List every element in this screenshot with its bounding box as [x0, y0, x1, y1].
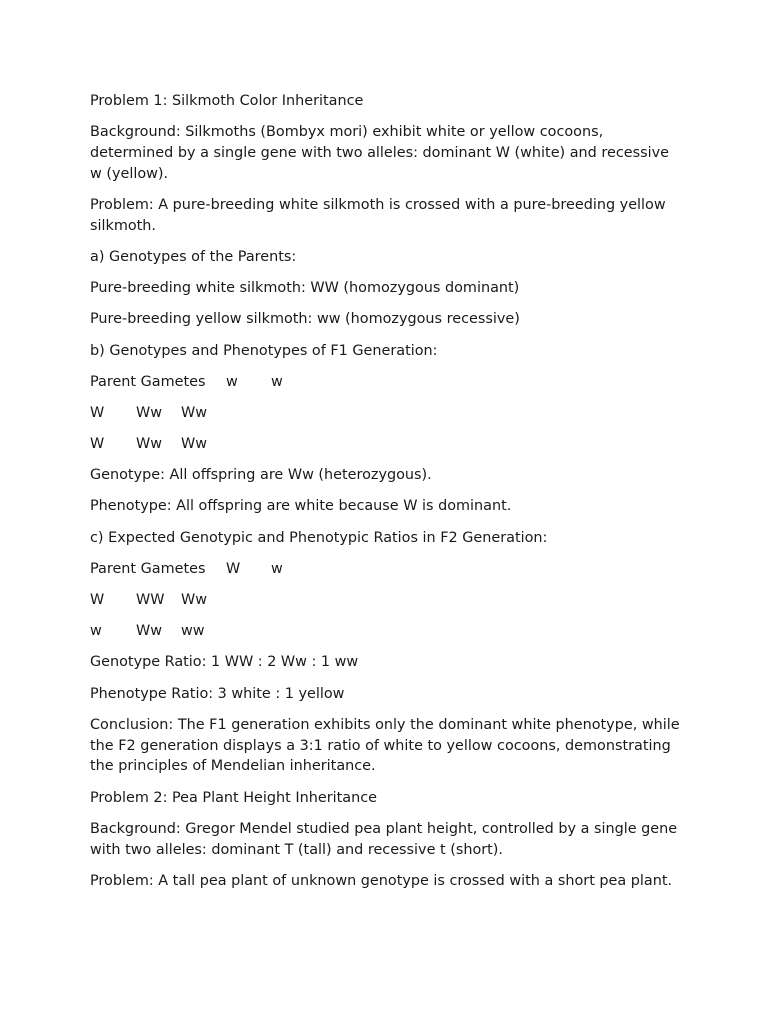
parent-white-genotype: Pure-breeding white silkmoth: WW (homozygous dominant): [90, 280, 520, 297]
punnett-row-gamete: w: [90, 623, 102, 640]
punnett-cell: Ww: [181, 436, 207, 453]
f1-phenotype: Phenotype: All offspring are white because W is dominant.: [90, 498, 512, 515]
problem-1-background: Background: Silkmoths (Bombyx mori) exhibit white or yellow cocoons, determined by a single gene with two alleles: dominant W (white) and recessive w (yellow).: [90, 124, 669, 182]
punnett-header-gamete: w: [271, 560, 283, 577]
punnett-cell: Ww: [181, 592, 207, 609]
punnett-row-gamete: W: [90, 404, 105, 421]
problem-1-title: Problem 1: Silkmoth Color Inheritance: [90, 93, 364, 109]
problem-1-statement: Problem: A pure-breeding white silkmoth is crossed with a pure-breeding yellow silkmoth.: [90, 196, 666, 234]
punnett-header-gamete: w: [271, 373, 283, 390]
document-page: [90, 91, 680, 902]
f1-genotype: Genotype: All offspring are Ww (heterozygous).: [90, 467, 432, 484]
conclusion: Conclusion: The F1 generation exhibits only the dominant white phenotype, while the F2 generation displays a 3:1 ratio of white to yellow cocoons, demonstrating the principles of Mendelian inheritance.: [90, 716, 680, 775]
punnett-row-gamete: W: [90, 436, 105, 453]
problem-2-background: Background: Gregor Mendel studied pea plant height, controlled by a single gene with two alleles: dominant T (tall) and recessive t (short).: [90, 820, 678, 858]
f1-punnett-row: [90, 403, 680, 424]
problem-2-title: Problem 2: Pea Plant Height Inheritance: [90, 789, 377, 806]
f1-punnett-header: [90, 372, 680, 393]
f1-punnett-row: [90, 434, 680, 455]
punnett-header-label: Parent Gametes: [90, 373, 206, 390]
part-b-heading: b) Genotypes and Phenotypes of F1 Generation:: [90, 342, 438, 359]
part-c-heading: c) Expected Genotypic and Phenotypic Ratios in F2 Generation:: [90, 529, 548, 546]
f2-punnett-header: [90, 559, 680, 580]
punnett-header-gamete: W: [226, 560, 241, 577]
punnett-header-gamete: w: [226, 373, 238, 390]
f2-punnett-row: [90, 621, 680, 642]
f2-phenotype-ratio: Phenotype Ratio: 3 white : 1 yellow: [90, 685, 345, 702]
parent-yellow-genotype: Pure-breeding yellow silkmoth: ww (homozygous recessive): [90, 311, 520, 328]
punnett-cell: Ww: [136, 623, 162, 640]
f2-punnett-row: [90, 590, 680, 611]
punnett-cell: ww: [181, 623, 205, 640]
punnett-row-gamete: W: [90, 592, 105, 609]
problem-2-statement: Problem: A tall pea plant of unknown genotype is crossed with a short pea plant.: [90, 872, 673, 889]
punnett-cell: Ww: [136, 436, 162, 453]
punnett-header-label: Parent Gametes: [90, 560, 206, 577]
punnett-cell: Ww: [136, 404, 162, 421]
part-a-heading: a) Genotypes of the Parents:: [90, 248, 297, 265]
f2-genotype-ratio: Genotype Ratio: 1 WW : 2 Ww : 1 ww: [90, 654, 359, 671]
punnett-cell: Ww: [181, 404, 207, 421]
punnett-cell: WW: [136, 592, 165, 609]
